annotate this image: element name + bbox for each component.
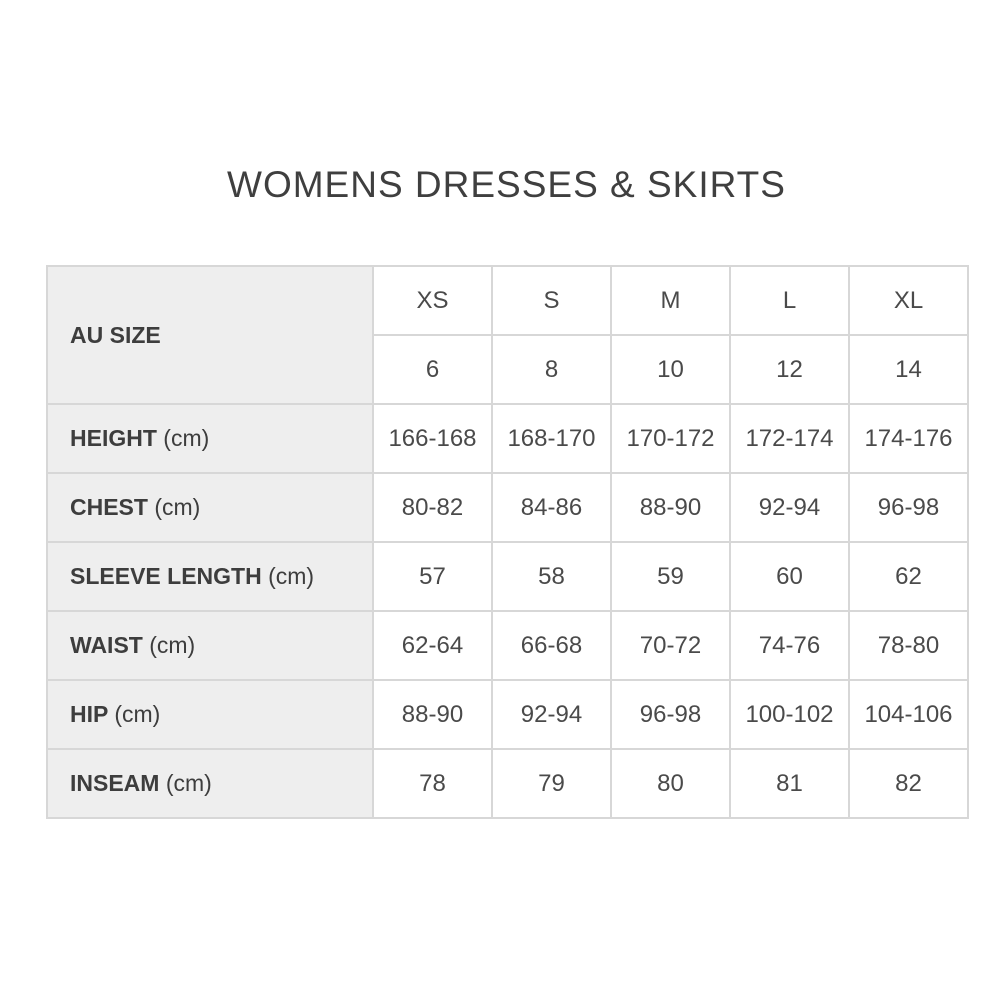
table-cell: 170-172 [611, 404, 730, 473]
row-label [47, 749, 373, 818]
table-cell: 59 [611, 542, 730, 611]
au-size-label: AU SIZE [47, 266, 373, 404]
table-cell: 96-98 [849, 473, 968, 542]
table-cell: 78 [373, 749, 492, 818]
chest-row [47, 473, 968, 542]
size-chart-table [46, 265, 969, 819]
table-cell: 62 [849, 542, 968, 611]
table-cell: 66-68 [492, 611, 611, 680]
row-label-unit: (cm) [114, 701, 161, 727]
table-cell: 172-174 [730, 404, 849, 473]
row-label [47, 542, 373, 611]
au-size-cell: 12 [730, 335, 849, 404]
table-cell: 79 [492, 749, 611, 818]
table-cell: 174-176 [849, 404, 968, 473]
row-label [47, 611, 373, 680]
au-size-cell: 14 [849, 335, 968, 404]
table-cell: 168-170 [492, 404, 611, 473]
letter-size-cell: XL [849, 266, 968, 335]
row-label-unit: (cm) [268, 563, 315, 589]
row-label-unit: (cm) [165, 770, 212, 796]
table-cell: 80-82 [373, 473, 492, 542]
row-label-name: HEIGHT [70, 425, 157, 451]
row-label-unit: (cm) [154, 494, 201, 520]
letter-size-row [47, 266, 968, 335]
table-cell: 88-90 [373, 680, 492, 749]
row-label [47, 404, 373, 473]
row-label-name: SLEEVE LENGTH [70, 563, 262, 589]
table-cell: 81 [730, 749, 849, 818]
table-cell: 57 [373, 542, 492, 611]
table-cell: 104-106 [849, 680, 968, 749]
hip-row [47, 680, 968, 749]
table-cell: 70-72 [611, 611, 730, 680]
letter-size-cell: XS [373, 266, 492, 335]
row-label-unit: (cm) [149, 632, 196, 658]
au-size-cell: 8 [492, 335, 611, 404]
row-label-name: INSEAM [70, 770, 160, 796]
letter-size-cell: L [730, 266, 849, 335]
page-title: WOMENS DRESSES & SKIRTS [227, 164, 786, 205]
table-cell: 88-90 [611, 473, 730, 542]
table-cell: 82 [849, 749, 968, 818]
inseam-row [47, 749, 968, 818]
waist-row [47, 611, 968, 680]
table-cell: 78-80 [849, 611, 968, 680]
table-cell: 92-94 [730, 473, 849, 542]
table-cell: 166-168 [373, 404, 492, 473]
table-cell: 62-64 [373, 611, 492, 680]
letter-size-cell: M [611, 266, 730, 335]
sleeve-length-row [47, 542, 968, 611]
au-size-cell: 6 [373, 335, 492, 404]
table-cell: 58 [492, 542, 611, 611]
table-cell: 84-86 [492, 473, 611, 542]
table-cell: 100-102 [730, 680, 849, 749]
table-cell: 96-98 [611, 680, 730, 749]
row-label-unit: (cm) [163, 425, 210, 451]
row-label [47, 473, 373, 542]
row-label-name: HIP [70, 701, 108, 727]
row-label [47, 680, 373, 749]
au-size-cell: 10 [611, 335, 730, 404]
table-cell: 80 [611, 749, 730, 818]
table-cell: 74-76 [730, 611, 849, 680]
letter-size-cell: S [492, 266, 611, 335]
row-label-name: CHEST [70, 494, 148, 520]
table-cell: 60 [730, 542, 849, 611]
row-label-name: WAIST [70, 632, 143, 658]
table-cell: 92-94 [492, 680, 611, 749]
height-row [47, 404, 968, 473]
